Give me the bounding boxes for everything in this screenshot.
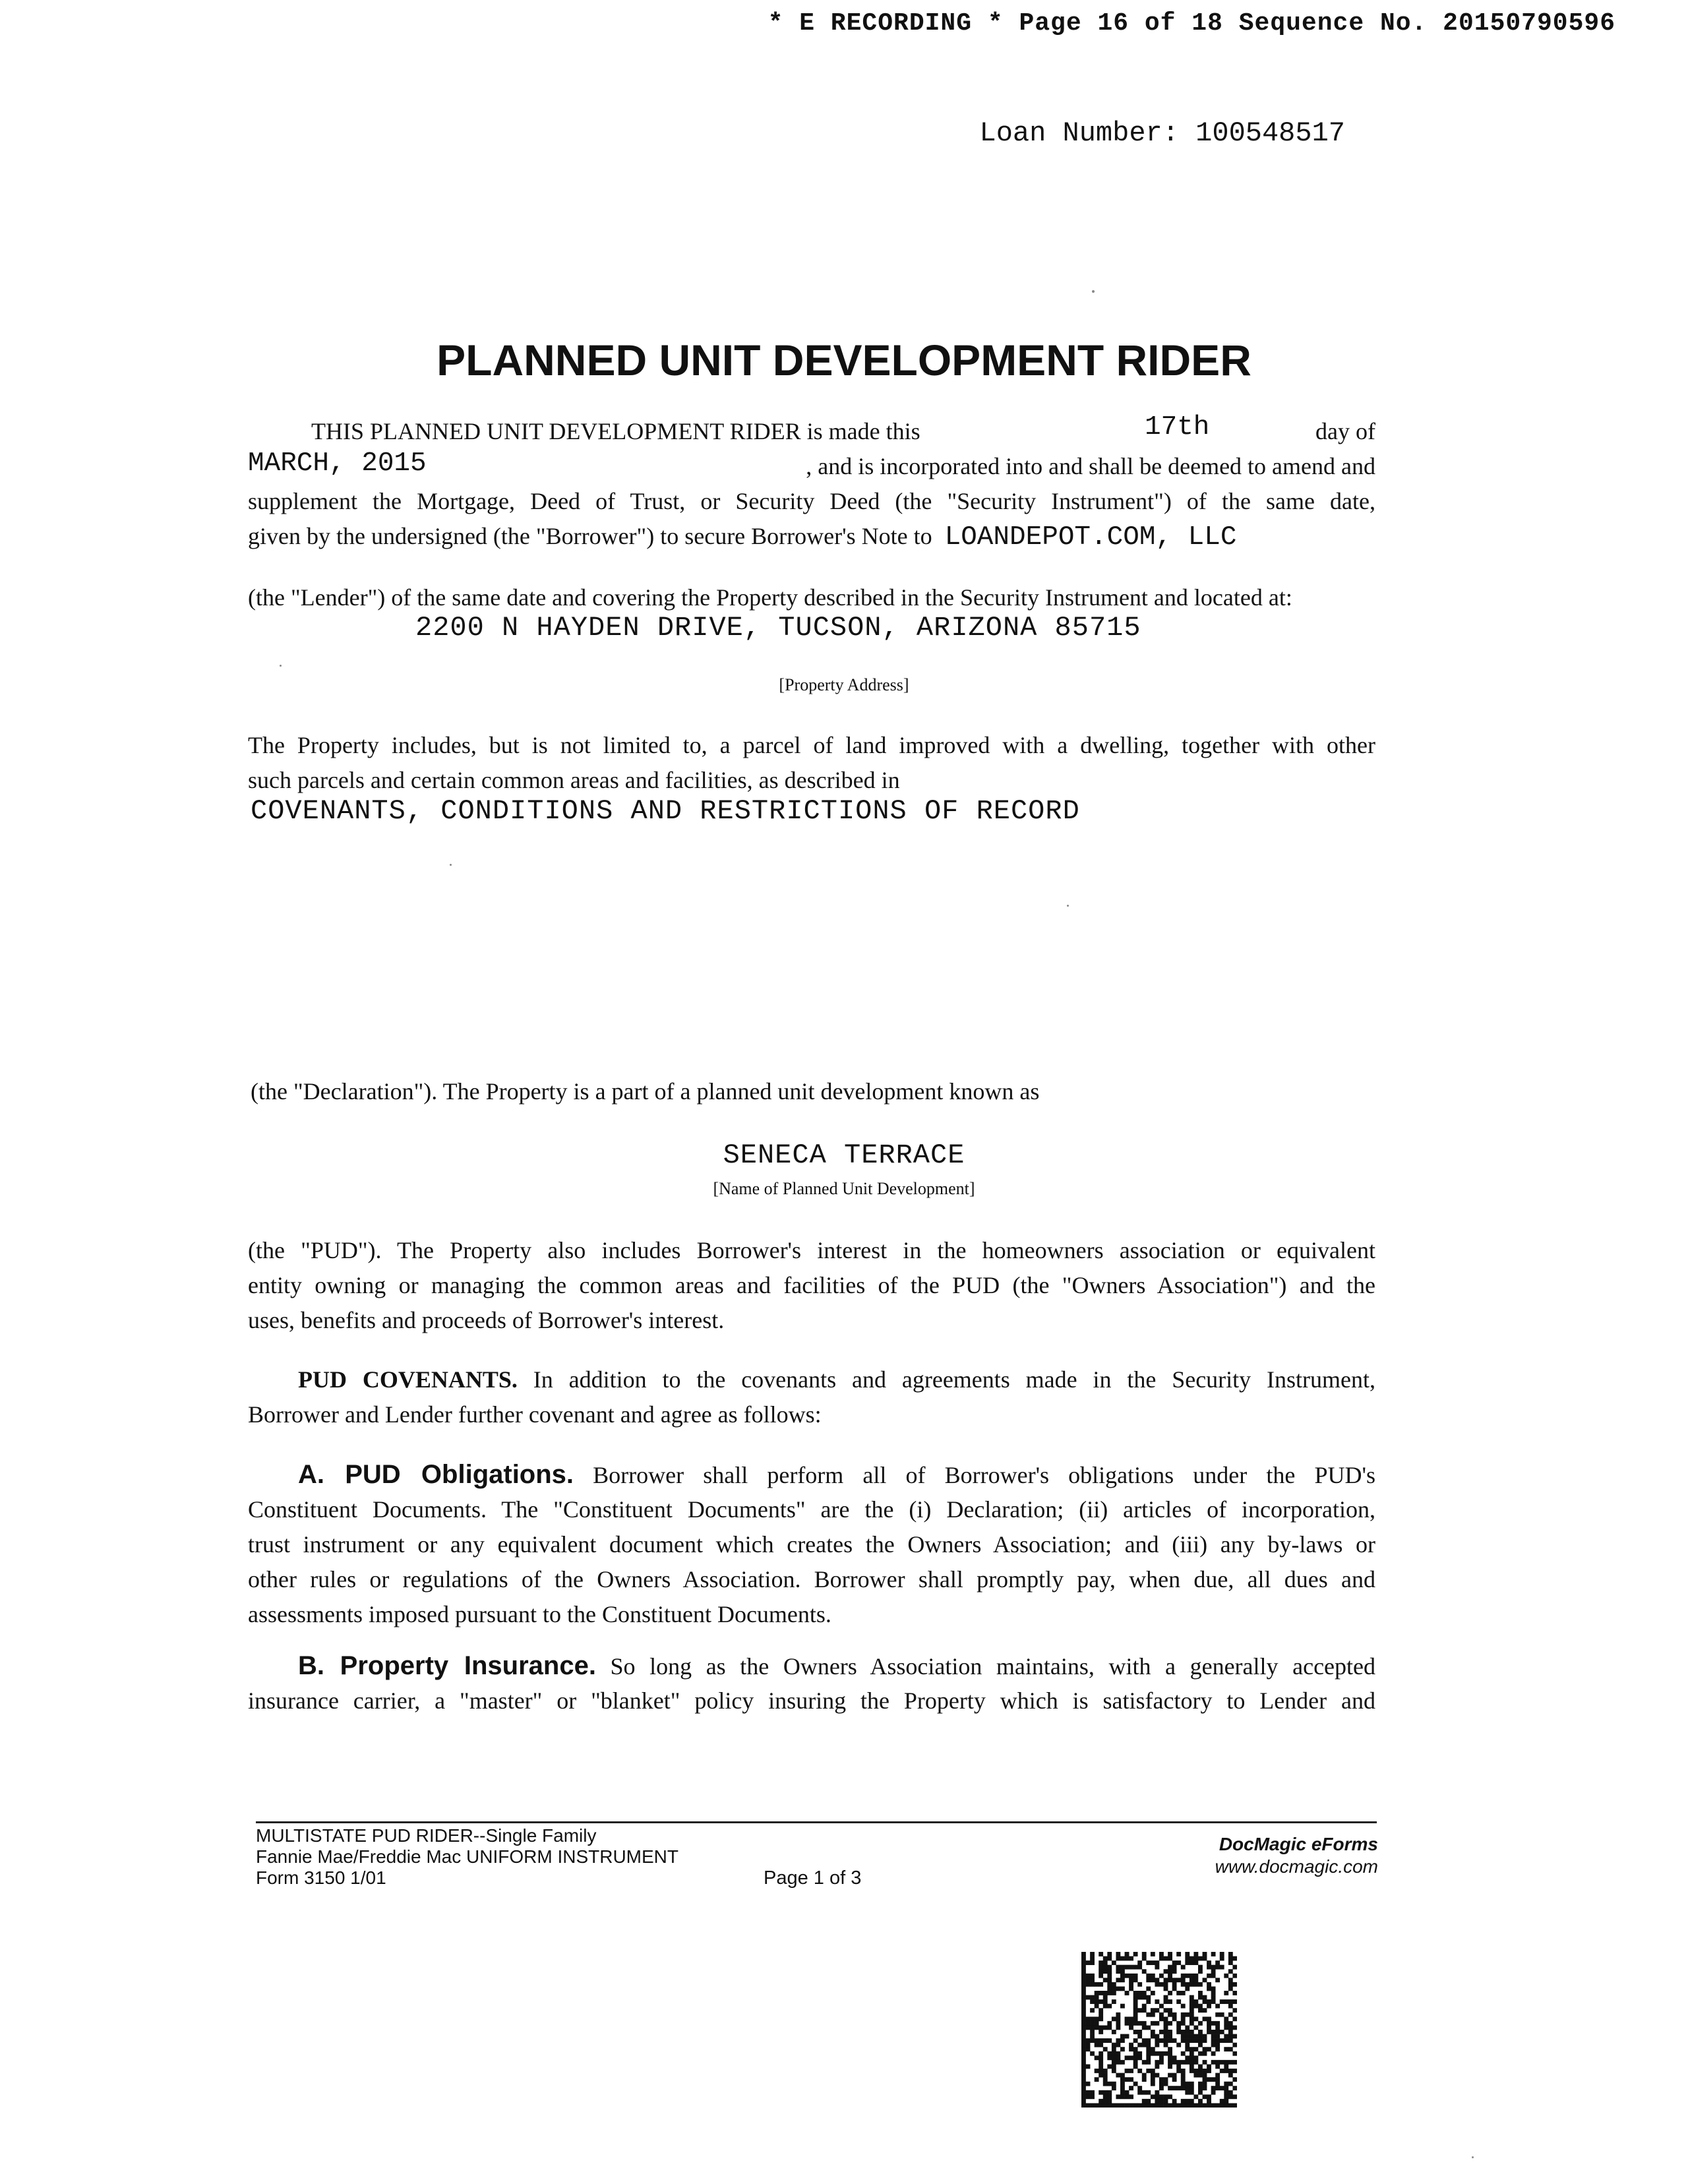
intro-paragraph xyxy=(248,414,1375,615)
pud-line-3: uses, benefits and proceeds of Borrower's interest. xyxy=(248,1307,725,1333)
loan-number-line xyxy=(979,117,1345,149)
covenants-line-1 xyxy=(248,1362,1375,1397)
scan-speck xyxy=(1067,905,1069,907)
section-a-line-4: other rules or regulations of the Owners Association. Borrower shall promptly pay, when due, all dues and xyxy=(248,1566,1375,1592)
covenants-paragraph xyxy=(248,1362,1375,1432)
covenants-line-1-text: In addition to the covenants and agreements made in the Security Instrument, xyxy=(533,1366,1376,1393)
section-b-paragraph xyxy=(248,1649,1375,1718)
pud-line-1: (the "PUD"). The Property also includes Borrower's interest in the homeowners association or equivalent xyxy=(248,1237,1375,1263)
scan-speck xyxy=(450,864,452,866)
section-a-line-1 xyxy=(248,1457,1375,1492)
page-number: Page 1 of 3 xyxy=(764,1867,862,1889)
declaration-line: (the "Declaration"). The Property is a part of a planned unit development known as xyxy=(251,1078,1040,1105)
intro-line-1-text: THIS PLANNED UNIT DEVELOPMENT RIDER is made this xyxy=(311,418,920,444)
property-line-1: The Property includes, but is not limited to, a parcel of land improved with a dwelling, together with other xyxy=(248,732,1375,758)
intro-line-3: supplement the Mortgage, Deed of Trust, or Security Deed (the "Security Instrument") of the same date, xyxy=(248,488,1375,514)
loan-number-label: Loan Number: xyxy=(979,117,1179,149)
lender-field: LOANDEPOT.COM, LLC xyxy=(944,522,1237,553)
pud-name: SENECA TERRACE xyxy=(723,1139,965,1171)
docmagic-brand: DocMagic eForms xyxy=(1219,1834,1378,1854)
intro-line-2-text: , and is incorporated into and shall be deemed to amend and xyxy=(806,453,1375,479)
property-address: 2200 N HAYDEN DRIVE, TUCSON, ARIZONA 85715 xyxy=(415,612,1141,644)
section-b-line-2: insurance carrier, a "master" or "blanket" policy insuring the Property which is satisfactory to Lender and xyxy=(248,1687,1375,1714)
day-field: 17th xyxy=(1145,412,1210,442)
section-a-heading: A. PUD Obligations. xyxy=(298,1460,574,1489)
section-a-line-2: Constituent Documents. The "Constituent Documents" are the (i) Declaration; (ii) articles of incorporation, xyxy=(248,1496,1375,1523)
covenants-line-2: Borrower and Lender further covenant and agree as follows: xyxy=(248,1401,822,1428)
document-title: PLANNED UNIT DEVELOPMENT RIDER xyxy=(437,336,1251,384)
docmagic-url: www.docmagic.com xyxy=(1215,1856,1378,1877)
section-b-line-1 xyxy=(248,1649,1375,1684)
pud-name-caption: [Name of Planned Unit Development] xyxy=(713,1179,975,1198)
intro-line-1 xyxy=(248,414,1375,449)
intro-line-4 xyxy=(248,519,1375,554)
section-b-line-1-text: So long as the Owners Association maintains, with a generally accepted xyxy=(610,1653,1376,1680)
section-a-line-5: assessments imposed pursuant to the Constituent Documents. xyxy=(248,1601,831,1627)
scan-speck xyxy=(1092,290,1095,293)
section-b-heading: B. Property Insurance. xyxy=(298,1651,596,1680)
form-line-1: MULTISTATE PUD RIDER--Single Family xyxy=(256,1825,597,1846)
intro-day-of: day of xyxy=(1315,418,1375,444)
property-address-caption: [Property Address] xyxy=(779,675,909,694)
section-a-line-1-text: Borrower shall perform all of Borrower's obligations under the PUD's xyxy=(593,1462,1375,1488)
form-line-3: Form 3150 1/01 xyxy=(256,1867,386,1888)
intro-line-5: (the "Lender") of the same date and covering the Property described in the Security Instrument and located at: xyxy=(248,584,1292,611)
footer-rule xyxy=(256,1821,1377,1823)
loan-number-value: 100548517 xyxy=(1195,117,1345,149)
section-a-paragraph xyxy=(248,1457,1375,1632)
covenants-label: PUD COVENANTS. xyxy=(298,1366,518,1393)
month-year-field: MARCH, 2015 xyxy=(248,448,427,479)
docmagic-credit xyxy=(1180,1833,1378,1878)
pud-line-2: entity owning or managing the common areas and facilities of the PUD (the "Owners Association") and the xyxy=(248,1272,1375,1298)
property-line-2: such parcels and certain common areas and facilities, as described in xyxy=(248,767,900,793)
intro-line-2 xyxy=(248,449,1375,484)
pud-paragraph xyxy=(248,1233,1375,1338)
recording-header: * E RECORDING * Page 16 of 18 Sequence No. 20150790596 xyxy=(768,9,1615,38)
property-paragraph xyxy=(248,728,1375,798)
form-identifier xyxy=(256,1825,678,1889)
barcode-icon xyxy=(1081,1952,1237,2108)
section-a-line-3: trust instrument or any equivalent document which creates the Owners Association; and (iii) any by-laws or xyxy=(248,1531,1375,1558)
form-line-2: Fannie Mae/Freddie Mac UNIFORM INSTRUMENT xyxy=(256,1846,679,1867)
scan-speck xyxy=(280,665,282,667)
intro-line-4-text: given by the undersigned (the "Borrower") to secure Borrower's Note to xyxy=(248,523,932,549)
declaration-reference: COVENANTS, CONDITIONS AND RESTRICTIONS OF RECORD xyxy=(251,795,1080,827)
scan-speck xyxy=(1472,2156,1474,2158)
